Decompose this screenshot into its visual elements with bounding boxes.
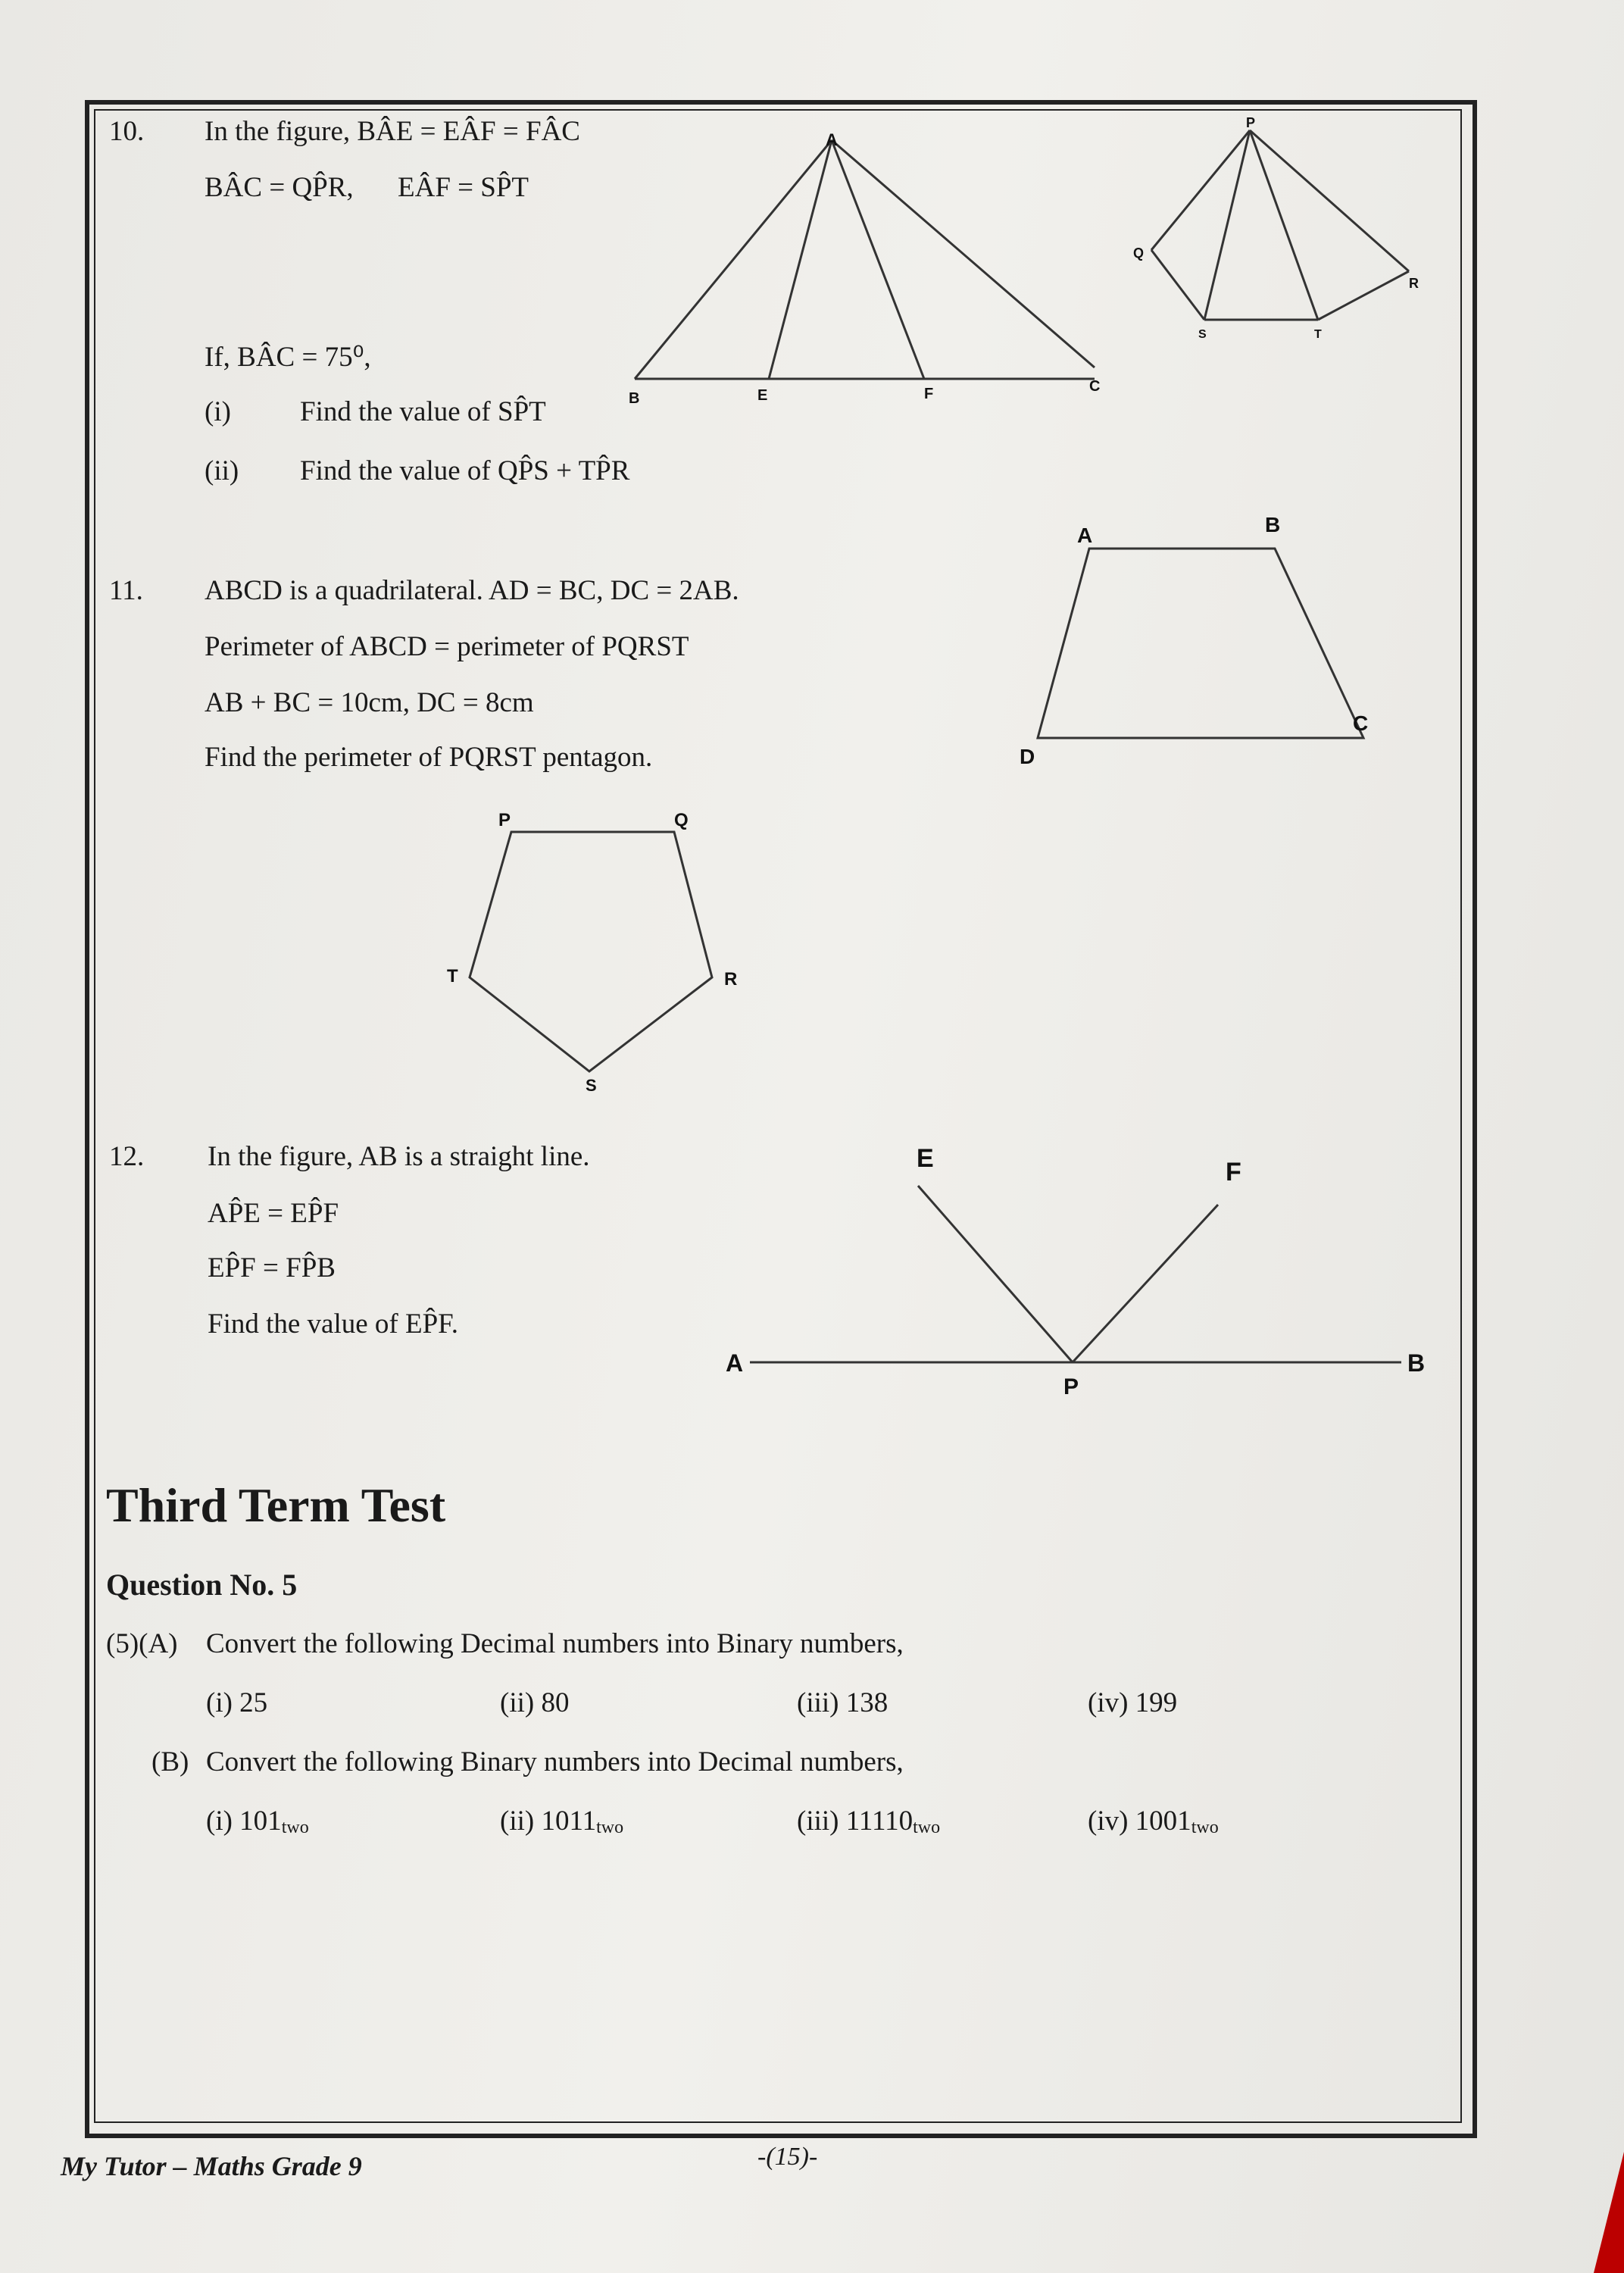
line-tr [1318,271,1409,320]
label-c: C [1353,711,1369,735]
q10-part1-text: Find the value of SP̂T [300,396,546,427]
label-b: B [1265,515,1281,536]
q12-line3: EP̂F = FP̂B [208,1252,336,1283]
line-af [832,140,924,379]
triangle-side-ab [635,140,832,379]
label-p: P [498,810,511,830]
q11-pentagon-figure [439,803,765,1099]
part-a-item-4: (iv) 199 [1088,1687,1178,1718]
line-ae [769,140,832,379]
q10-number: 10. [109,116,145,147]
label-t: T [447,966,458,986]
q11-line3: AB + BC = 10cm, DC = 8cm [205,687,534,718]
label-f: F [1226,1158,1241,1187]
q10-part2-label: (ii) [205,455,239,486]
line-pr [1250,130,1409,271]
corner-decoration [1594,2152,1624,2273]
q10-pentagon-fan-figure [1091,114,1439,349]
line-qs [1151,250,1204,320]
q11-number: 11. [109,575,143,606]
part-a-label: (5)(A) [106,1628,178,1659]
label-r: R [1409,276,1419,291]
label-s: S [1198,328,1207,341]
q11-quadrilateral-figure [1007,515,1401,773]
part-b-item-4: (iv) $1001_{two}$ [1088,1806,1219,1837]
part-b-item-2: (ii) $1011_{two}$ [500,1806,624,1837]
label-d: D [1020,745,1035,768]
q12-line4: Find the value of EP̂F. [208,1308,459,1340]
q10-line1: In the figure, BÂE = EÂF = FÂC [205,116,580,147]
label-p: P [1063,1374,1079,1399]
label-b: B [629,390,640,407]
footer-page-number: -(15)- [757,2143,818,2171]
q10-part2-text: Find the value of QP̂S + TP̂R [300,455,630,486]
q12-line1: In the figure, AB is a straight line. [208,1141,590,1172]
q12-number: 12. [109,1141,145,1172]
part-b-label: (B) [151,1746,189,1777]
q11-line2: Perimeter of ABCD = perimeter of PQRST [205,631,689,662]
label-b: B [1407,1349,1426,1377]
part-b-text: Convert the following Binary numbers into Decimal numbers, [206,1746,904,1777]
label-a: A [826,130,838,149]
q11-line4: Find the perimeter of PQRST pentagon. [205,742,653,773]
label-f: F [924,386,934,402]
q11-line1: ABCD is a quadrilateral. AD = BC, DC = 2AB. [205,575,739,606]
label-q: Q [1133,245,1145,261]
footer-book-title: My Tutor – Maths Grade 9 [61,2151,362,2181]
q12-straight-line-figure [720,1136,1447,1409]
part-a-text: Convert the following Decimal numbers into Binary numbers, [206,1628,904,1659]
line-pf [1073,1205,1218,1362]
q10-part1-label: (i) [205,396,231,427]
label-q: Q [674,810,689,830]
part-a-item-2: (ii) 80 [500,1687,570,1718]
label-e: E [917,1144,934,1173]
line-pe [918,1186,1073,1362]
label-c: C [1089,378,1101,395]
q12-line2: AP̂E = EP̂F [208,1198,339,1229]
part-a-item-1: (i) 25 [206,1687,268,1718]
q10-line2a: BÂC = QP̂R, [205,172,354,203]
triangle-side-ac [832,140,1095,367]
label-s: S [586,1076,597,1095]
q10-line2b: EÂF = SP̂T [398,172,529,203]
pentagon-pqrst [470,832,712,1071]
q10-triangle-figure [621,129,1136,409]
label-r: R [724,969,738,990]
quadrilateral-abcd [1038,549,1363,738]
label-t: T [1314,328,1322,341]
q10-given: If, BÂC = 75⁰, [205,342,371,373]
part-a-item-3: (iii) 138 [797,1687,889,1718]
label-a: A [726,1349,744,1377]
label-e: E [757,387,768,404]
label-p: P [1246,115,1256,130]
part-b-item-1: (i) $101_{two}$ [206,1806,309,1837]
question-no-heading: Question No. 5 [106,1568,298,1602]
third-term-heading: Third Term Test [106,1478,446,1532]
part-b-item-3: (iii) $11110_{two}$ [797,1806,941,1837]
line-pt [1250,130,1318,320]
label-a: A [1077,524,1093,547]
